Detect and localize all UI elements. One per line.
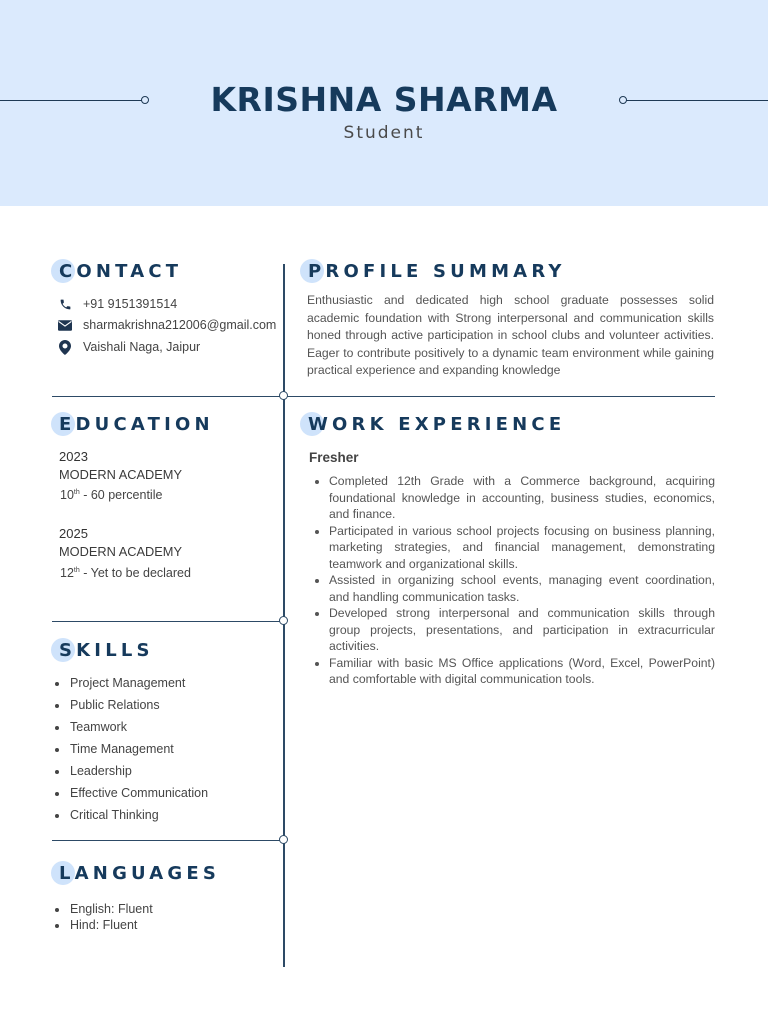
divider-education-skills bbox=[52, 621, 284, 622]
list-item: Completed 12th Grade with a Commerce background, acquiring foundational knowledge in accounting, business studies, economics, and finance. bbox=[313, 473, 715, 523]
list-item: English: Fluent bbox=[54, 901, 153, 917]
list-item: Teamwork bbox=[54, 719, 208, 741]
education-school: MODERN ACADEMY bbox=[59, 544, 183, 559]
work-bullets bbox=[313, 473, 715, 688]
education-heading: EDUCATION bbox=[59, 414, 214, 435]
languages-list bbox=[54, 901, 153, 933]
list-item: Public Relations bbox=[54, 697, 208, 719]
envelope-icon bbox=[58, 318, 72, 332]
contact-heading: CONTACT bbox=[59, 261, 183, 282]
skills-heading: SKILLS bbox=[59, 640, 154, 661]
divider-node bbox=[279, 616, 288, 625]
contact-email bbox=[58, 318, 276, 332]
resume-header bbox=[0, 0, 768, 206]
skills-list bbox=[54, 675, 208, 829]
location-pin-icon bbox=[58, 340, 72, 354]
divider-skills-languages bbox=[52, 840, 284, 841]
list-item: Project Management bbox=[54, 675, 208, 697]
candidate-name: KRISHNA SHARMA bbox=[210, 80, 558, 119]
languages-heading: LANGUAGES bbox=[59, 863, 221, 884]
profile-summary-heading: PROFILE SUMMARY bbox=[308, 261, 566, 282]
contact-address bbox=[58, 340, 200, 354]
education-grade: 10th - 60 percentile bbox=[60, 488, 163, 502]
profile-summary-text: Enthusiastic and dedicated high school graduate possesses solid academic foundation with Strong interpersonal and communication skills honed through active participation in school clubs and volunteer activities. Eager to contribute positively to a dynamic team environment while gaining practical experience and expanding knowledge bbox=[307, 293, 714, 377]
education-year: 2025 bbox=[59, 526, 88, 541]
list-item: Effective Communication bbox=[54, 785, 208, 807]
list-item: Critical Thinking bbox=[54, 807, 208, 829]
candidate-role: Student bbox=[343, 123, 425, 143]
phone-number: +91 9151391514 bbox=[83, 297, 178, 311]
address-text: Vaishali Naga, Jaipur bbox=[83, 340, 201, 354]
list-item: Assisted in organizing school events, managing event coordination, and handling communication tasks. bbox=[313, 572, 715, 605]
education-grade: 12th - Yet to be declared bbox=[60, 566, 191, 580]
divider-node bbox=[279, 835, 288, 844]
work-experience-heading: WORK EXPERIENCE bbox=[308, 414, 566, 435]
list-item: Leadership bbox=[54, 763, 208, 785]
education-year: 2023 bbox=[59, 449, 88, 464]
list-item: Hind: Fluent bbox=[54, 917, 153, 933]
list-item: Familiar with basic MS Office applications (Word, Excel, PowerPoint) and comfortable with digital communication tools. bbox=[313, 655, 715, 688]
phone-icon bbox=[58, 297, 72, 311]
job-title: Fresher bbox=[309, 450, 359, 465]
divider-node bbox=[279, 391, 288, 400]
divider-contact-education bbox=[52, 396, 715, 397]
email-address: sharmakrishna212006@gmail.com bbox=[83, 318, 277, 332]
list-item: Participated in various school projects focusing on business planning, marketing strategies, and financial management, demonstrating teamwork and organizational skills. bbox=[313, 523, 715, 573]
list-item: Developed strong interpersonal and communication skills through group projects, presentations, and participation in extracurricular activities. bbox=[313, 605, 715, 655]
list-item: Time Management bbox=[54, 741, 208, 763]
education-school: MODERN ACADEMY bbox=[59, 467, 183, 482]
contact-phone bbox=[58, 297, 177, 311]
